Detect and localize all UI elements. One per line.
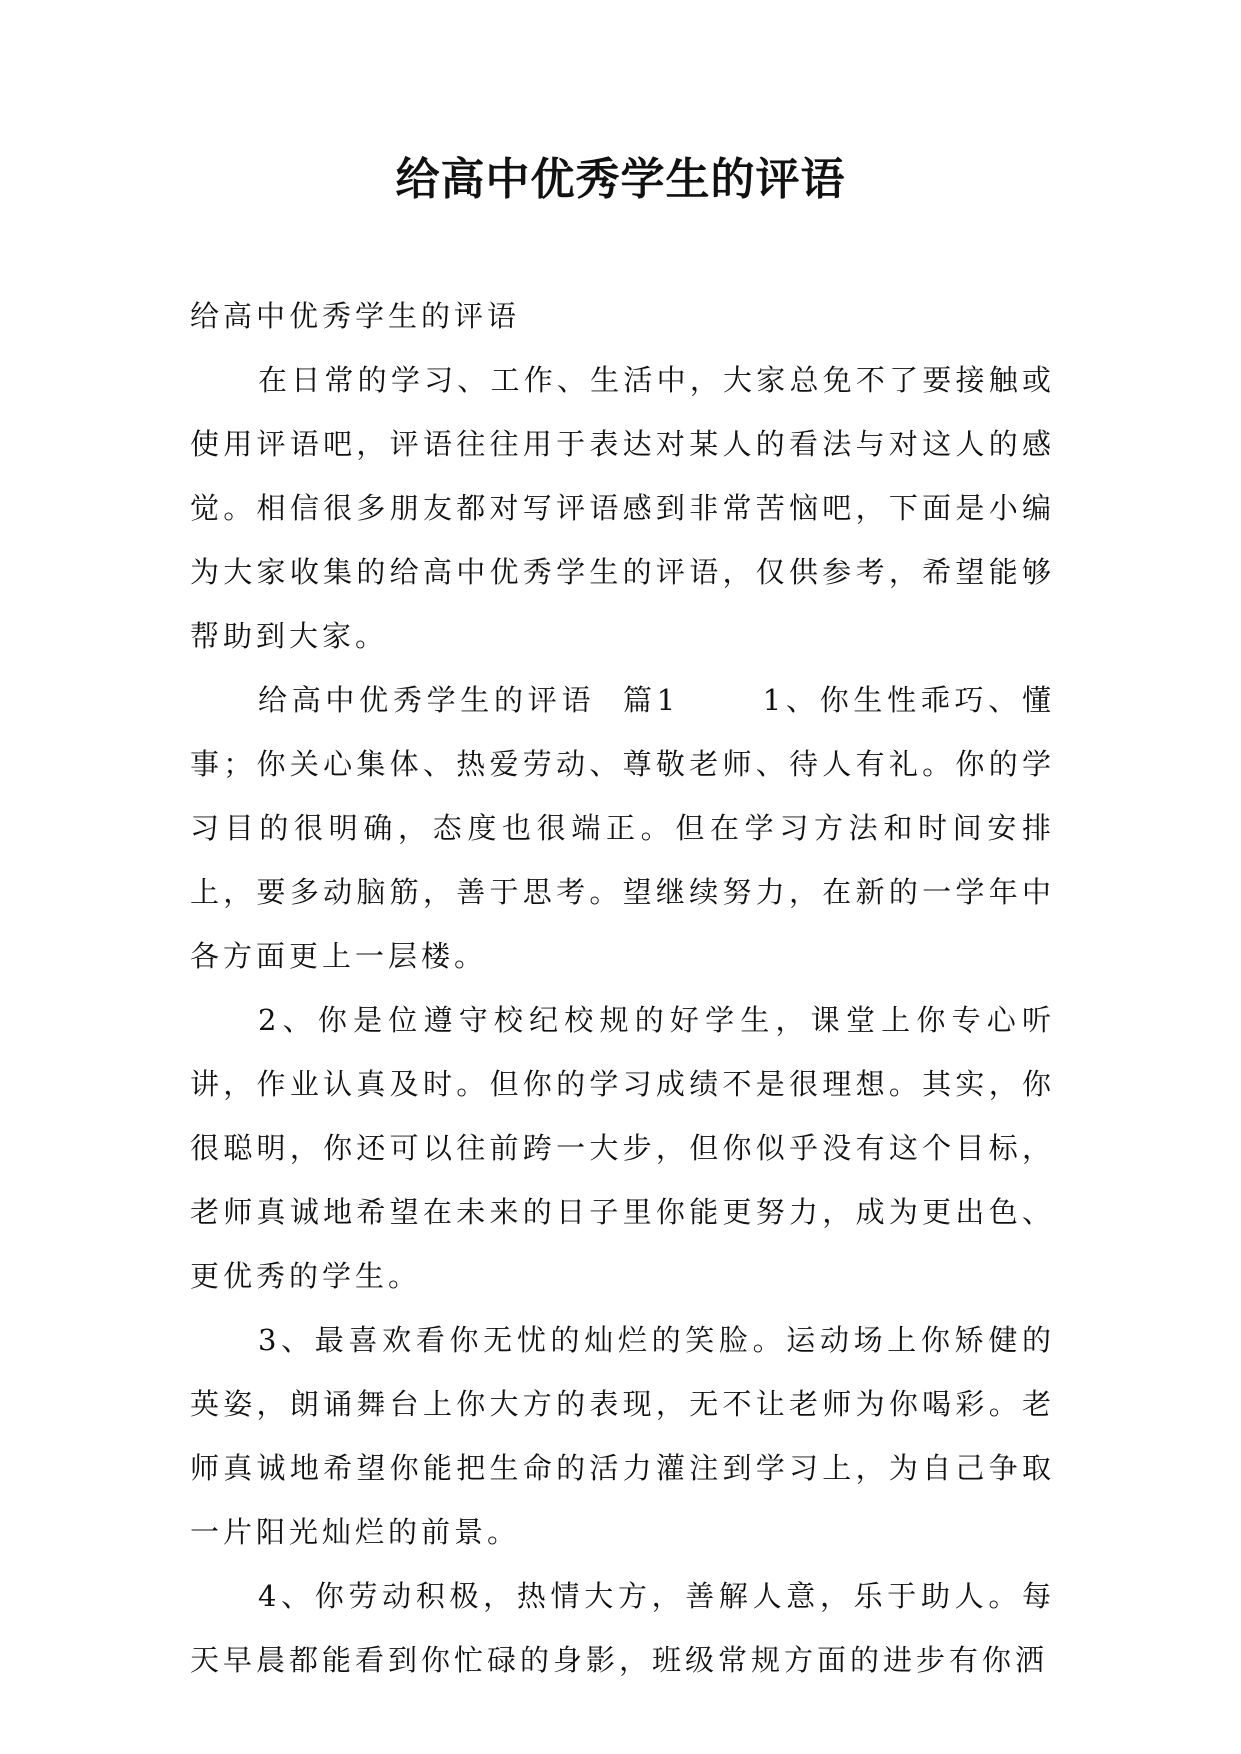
comment-paragraph-4: 4、你劳动积极，热情大方，善解人意，乐于助人。每天早晨都能看到你忙碌的身影，班级常规方面的进步有你洒: [190, 1579, 1055, 1677]
document-body: [190, 284, 1055, 1692]
document-title: 给高中优秀学生的评语: [395, 154, 846, 205]
subtitle-paragraph: 给高中优秀学生的评语: [190, 299, 521, 333]
comment-paragraph-3: 3、最喜欢看你无忧的灿烂的笑脸。运动场上你矫健的英姿，朗诵舞台上你大方的表现，无不让老师为你喝彩。老师真诚地希望你能把生命的活力灌注到学习上，为自己争取一片阳光灿烂的前景。: [190, 1323, 1055, 1549]
intro-paragraph: 在日常的学习、工作、生活中，大家总免不了要接触或使用评语吧，评语往往用于表达对某人的看法与对这人的感觉。相信很多朋友都对写评语感到非常苦恼吧，下面是小编为大家收集的给高中优秀学生的评语，仅供参考，希望能够帮助到大家。: [190, 363, 1055, 653]
comment-paragraph-1: 给高中优秀学生的评语 篇1 1、你生性乖巧、懂事；你关心集体、热爱劳动、尊敬老师、待人有礼。你的学习目的很明确，态度也很端正。但在学习方法和时间安排上，要多动脑筋，善于思考。望继续努力，在新的一学年中各方面更上一层楼。: [190, 683, 1055, 973]
comment-paragraph-2: 2、你是位遵守校纪校规的好学生，课堂上你专心听讲，作业认真及时。但你的学习成绩不是很理想。其实，你很聪明，你还可以往前跨一大步，但你似乎没有这个目标，老师真诚地希望在未来的日子里你能更努力，成为更出色、更优秀的学生。: [190, 1003, 1055, 1293]
